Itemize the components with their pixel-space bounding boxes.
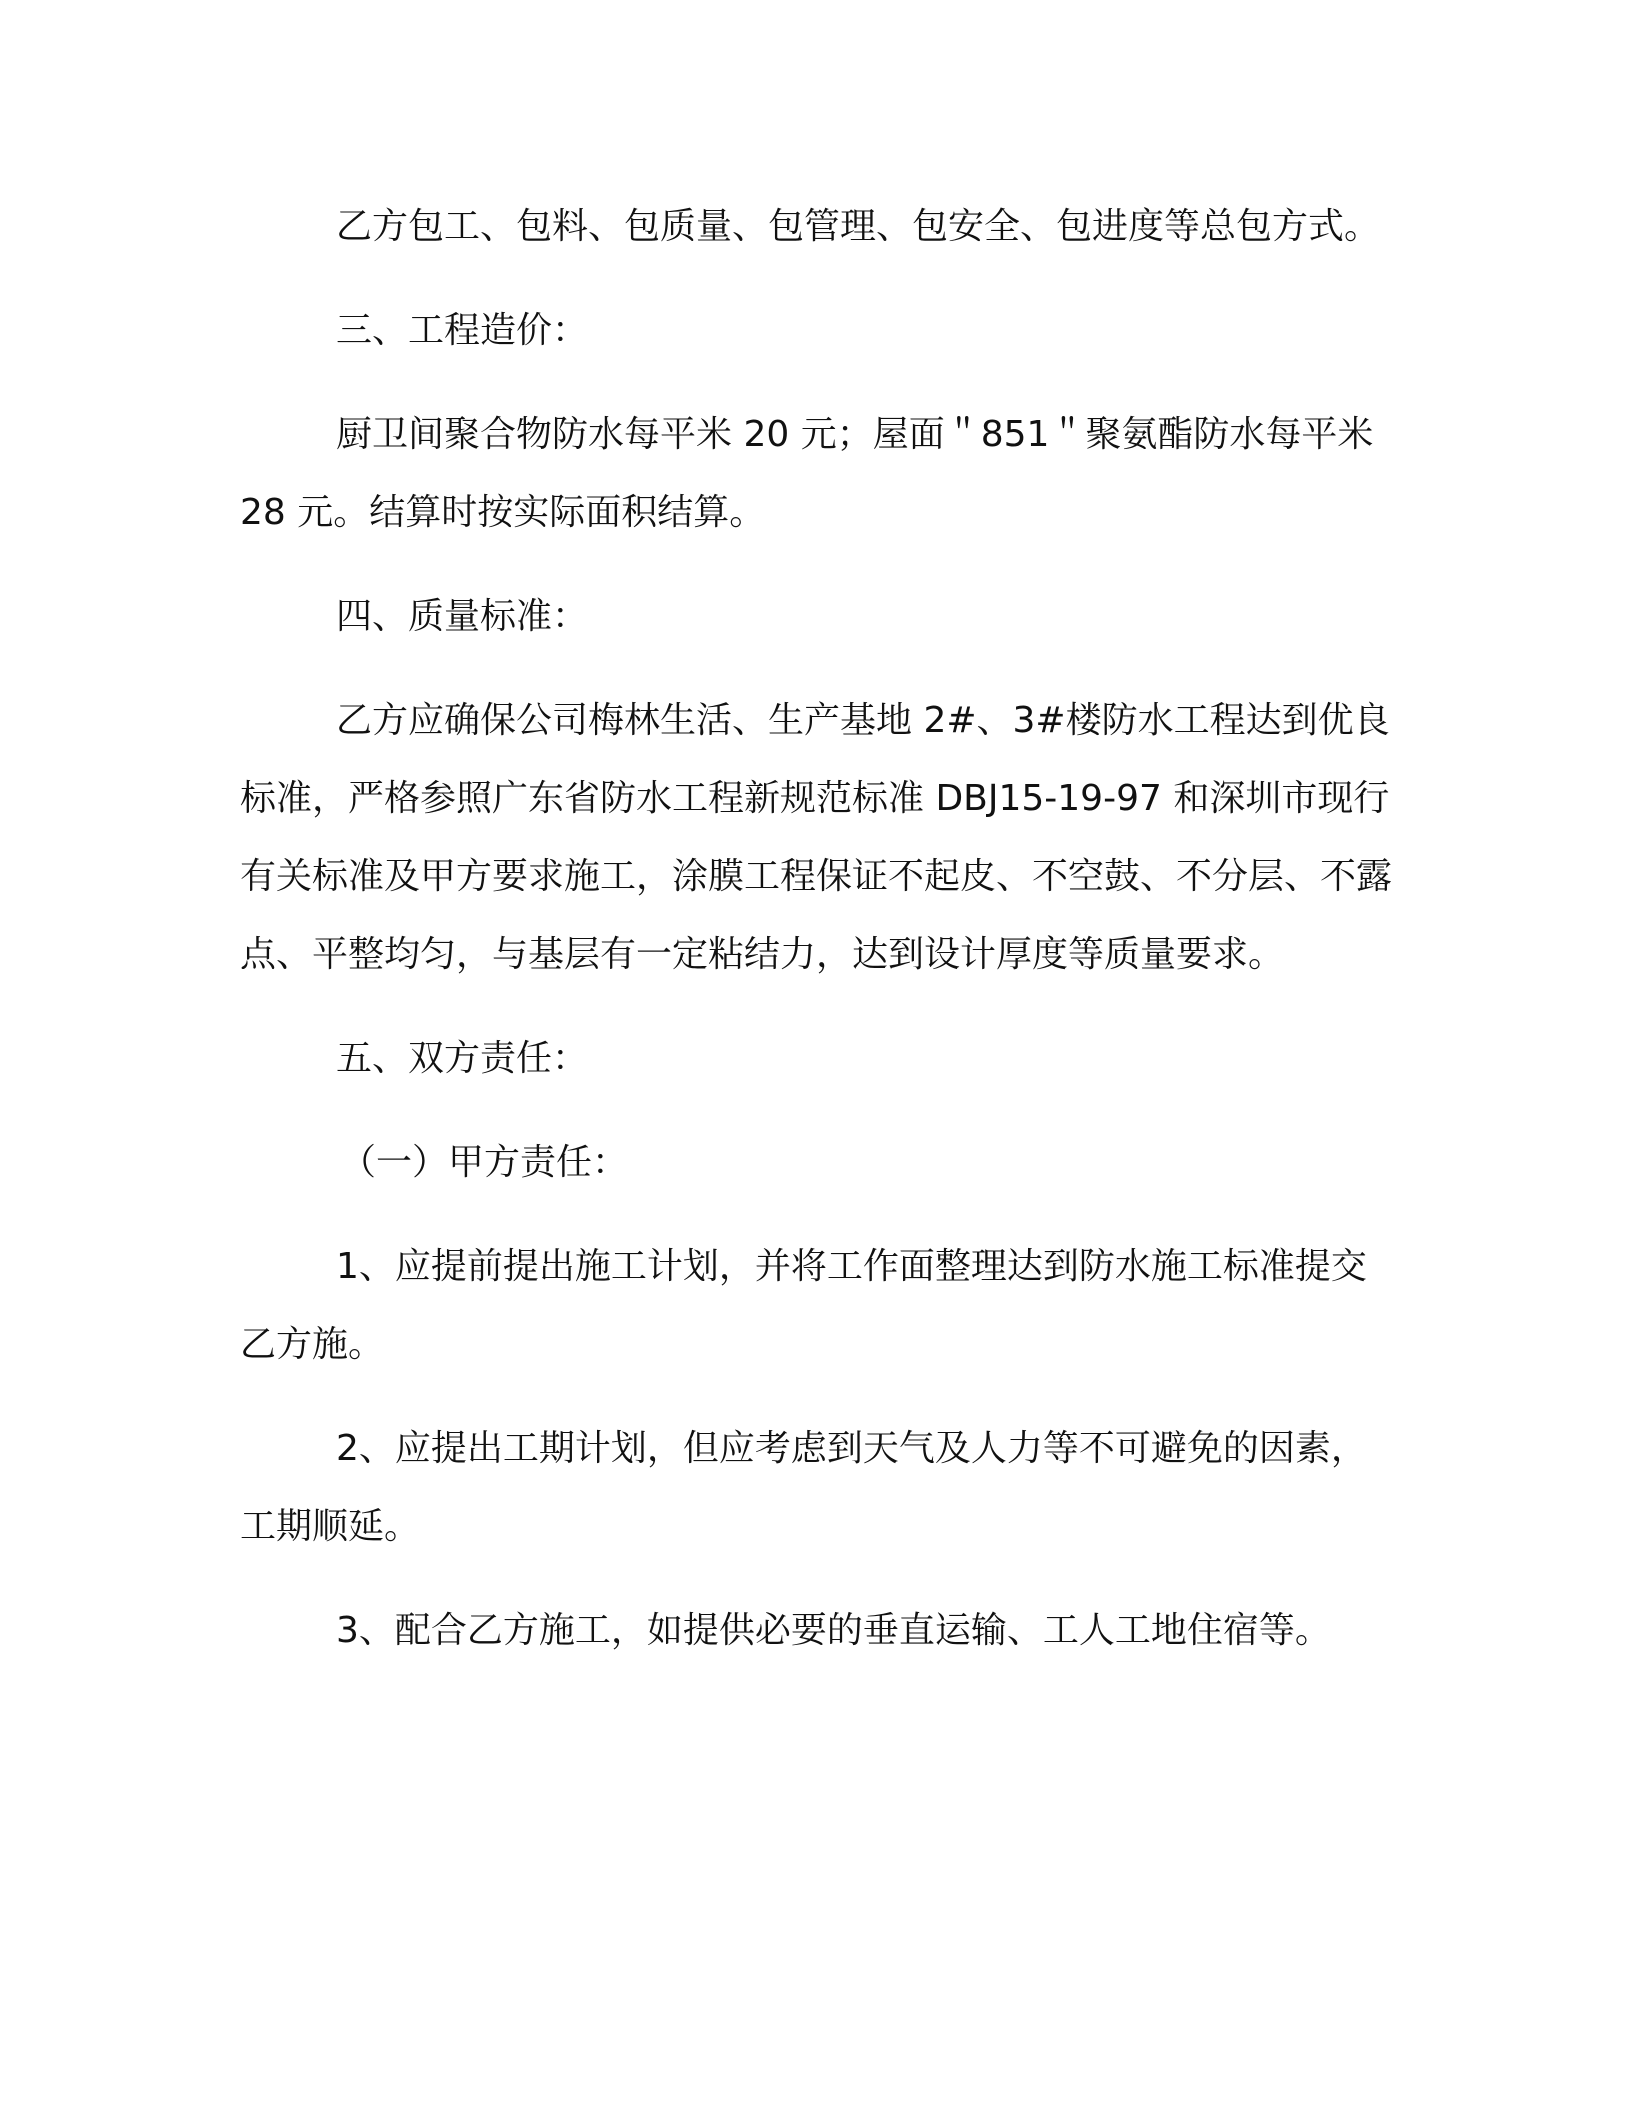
paragraph-party-a-item-2: 2、应提出工期计划，但应考虑到天气及人力等不可避免的因素，工期顺延。: [240, 1428, 1367, 1547]
heading-party-a-responsibilities: （一）甲方责任：: [340, 1142, 629, 1183]
paragraph-quality-standard: 乙方应确保公司梅林生活、生产基地 2#、3#楼防水工程达到优良标准，严格参照广东省防水工程新规范标准 DBJ15-19-97 和深圳市现行有关标准及甲方要求施工，涂膜工程保证不起皮、不空鼓、不分层、不露点、平整均匀，与基层有一定粘结力，达到设计厚度等质量要求。: [240, 700, 1393, 975]
paragraph-project-cost: 厨卫间聚合物防水每平米 20 元；屋面＂851＂聚氨酯防水每平米 28 元。结算时按实际面积结算。: [240, 414, 1374, 533]
heading-responsibilities: 五、双方责任：: [336, 1038, 589, 1079]
paragraph-contract-mode: 乙方包工、包料、包质量、包管理、包安全、包进度等总包方式。: [336, 206, 1381, 247]
paragraph-party-a-item-3: 3、配合乙方施工，如提供必要的垂直运输、工人工地住宿等。: [336, 1610, 1331, 1651]
document-body: [240, 188, 1400, 1670]
paragraph-party-a-item-1: 1、应提前提出施工计划，并将工作面整理达到防水施工标准提交乙方施。: [240, 1246, 1367, 1365]
heading-quality-standard: 四、质量标准：: [336, 596, 589, 637]
heading-project-cost: 三、工程造价：: [336, 310, 589, 351]
